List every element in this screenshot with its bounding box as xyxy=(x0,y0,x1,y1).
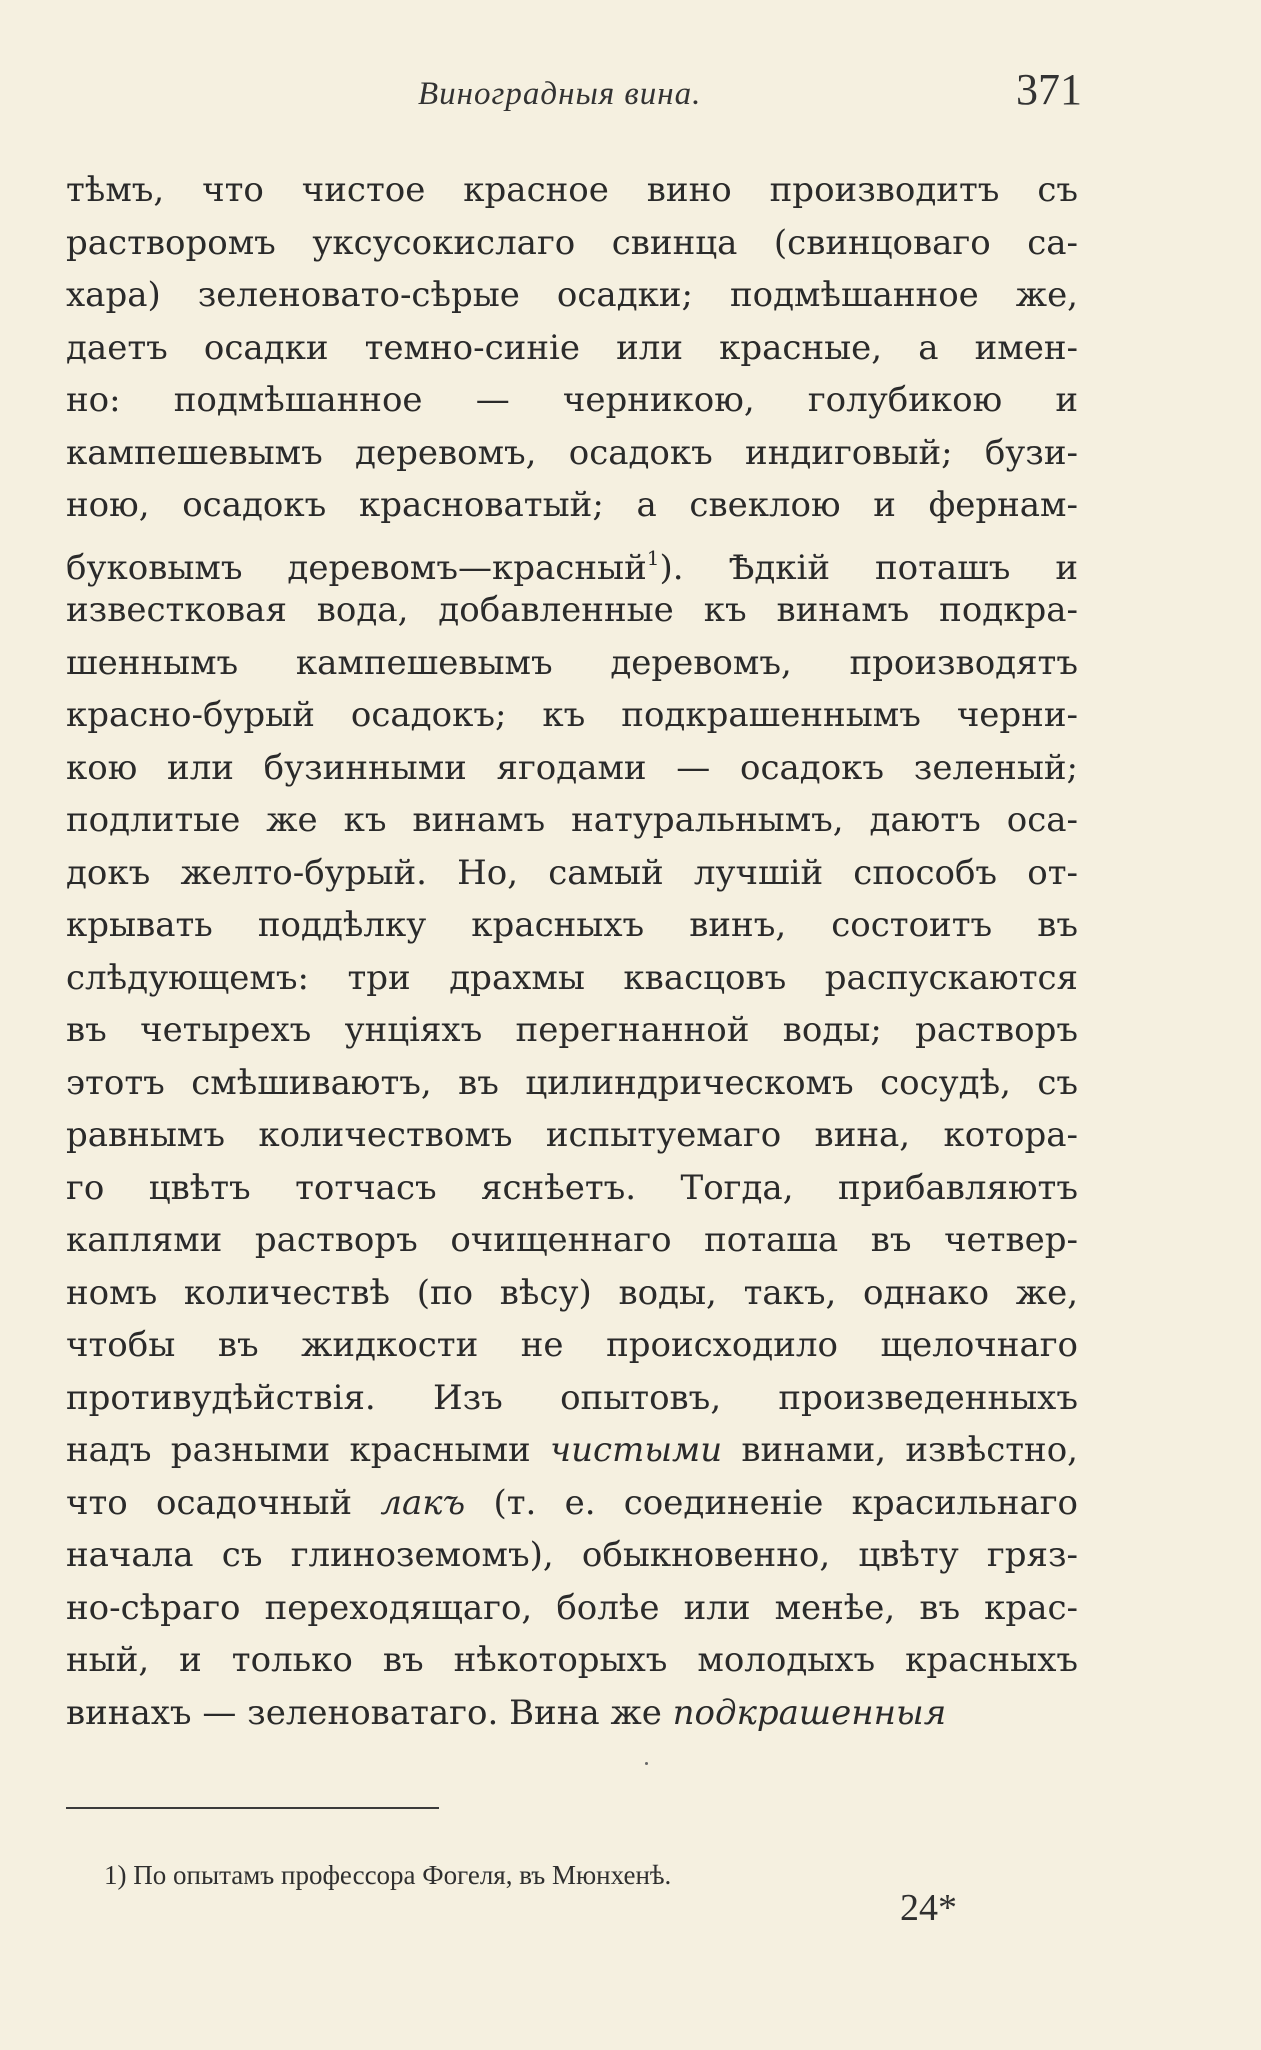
text-line xyxy=(66,689,1078,742)
text-run: чтобы въ жидкости не происходило щелочнаго xyxy=(66,1325,1078,1365)
text-run: противудѣйствія. Изъ опытовъ, произведенныхъ xyxy=(66,1377,1078,1418)
text-run: буковымъ деревомъ—красный xyxy=(66,547,647,588)
text-line xyxy=(66,742,1078,795)
text-run: хара) зеленовато-сѣрые осадки; подмѣшанное же, xyxy=(66,275,1078,315)
text-line xyxy=(66,794,1078,847)
text-line xyxy=(66,637,1078,690)
text-line xyxy=(66,427,1078,480)
text-line xyxy=(66,322,1078,375)
page-number: 371 xyxy=(1016,65,1082,114)
text-run: ). Ѣдкій поташъ и xyxy=(659,547,1078,588)
text-run: даетъ осадки темно-синіе или красные, а имен- xyxy=(66,327,1078,368)
text-line xyxy=(66,899,1078,952)
text-run: въ четырехъ унціяхъ перегнанной воды; растворъ xyxy=(66,1010,1078,1050)
text-run: шеннымъ кампешевымъ деревомъ, производятъ xyxy=(66,642,1078,683)
text-run: го цвѣтъ тотчасъ яснѣетъ. Тогда, прибавляютъ xyxy=(66,1167,1078,1208)
text-line xyxy=(66,1319,1078,1372)
text-line xyxy=(66,1057,1078,1110)
text-run: этотъ смѣшиваютъ, въ цилиндрическомъ сосудѣ, съ xyxy=(66,1062,1078,1103)
italic-text-run: подкрашенныя xyxy=(672,1692,947,1733)
text-run: докъ желто-бурый. Но, самый лучшій способъ от- xyxy=(66,852,1078,893)
italic-text-run: чистыми xyxy=(549,1430,723,1470)
text-line xyxy=(66,1634,1078,1687)
text-run: известковая вода, добавленные къ винамъ подкра- xyxy=(66,590,1078,630)
text-line xyxy=(66,1424,1078,1477)
print-speck xyxy=(645,1762,648,1765)
text-line xyxy=(66,584,1078,637)
italic-text-run: лакъ xyxy=(380,1482,466,1523)
text-run: номъ количествѣ (по вѣсу) воды, такъ, однако же, xyxy=(66,1272,1078,1313)
text-run: кою или бузинными ягодами — осадокъ зеленый; xyxy=(66,747,1078,788)
text-line xyxy=(66,532,1078,588)
text-run: красно-бурый осадокъ; къ подкрашеннымъ черни- xyxy=(66,695,1078,735)
text-line xyxy=(66,1582,1078,1635)
text-line xyxy=(66,164,1078,217)
text-run: растворомъ уксусокислаго свинца (свинцоваго са- xyxy=(66,222,1078,263)
text-run: ною, осадокъ красноватый; а свеклою и фернам- xyxy=(66,485,1078,525)
running-title: Виноградныя вина. xyxy=(418,76,702,112)
text-run: надъ разными красными xyxy=(66,1430,550,1470)
text-run: крывать поддѣлку красныхъ винъ, состоитъ въ xyxy=(66,905,1078,945)
text-run: что осадочный xyxy=(66,1482,381,1523)
text-line xyxy=(66,847,1078,900)
text-line xyxy=(66,479,1078,532)
text-line xyxy=(66,1477,1078,1530)
text-line xyxy=(66,217,1078,270)
text-line xyxy=(66,1162,1078,1215)
text-run: но-сѣраго переходящаго, болѣе или менѣе, въ крас- xyxy=(66,1587,1078,1628)
text-line xyxy=(66,952,1078,1005)
text-run: кампешевымъ деревомъ, осадокъ индиговый; бузи- xyxy=(66,432,1078,473)
text-run: каплями растворъ очищеннаго поташа въ четвер- xyxy=(66,1220,1078,1260)
text-line xyxy=(66,1372,1078,1425)
signature-mark: 24* xyxy=(900,1887,957,1929)
body-text xyxy=(66,164,1078,1739)
text-run: тѣмъ, что чистое красное вино производитъ съ xyxy=(66,170,1078,210)
text-run: винахъ — зеленоватаго. Вина же xyxy=(66,1692,673,1733)
text-line xyxy=(66,1267,1078,1320)
text-run: ный, и только въ нѣкоторыхъ молодыхъ красныхъ xyxy=(66,1640,1078,1680)
text-run: (т. е. соединеніе красильнаго xyxy=(465,1482,1078,1523)
text-line xyxy=(66,269,1078,322)
text-run: равнымъ количествомъ испытуемаго вина, котора- xyxy=(66,1115,1078,1155)
text-run: подлитые же къ винамъ натуральнымъ, даютъ оса- xyxy=(66,800,1078,840)
text-run: слѣдующемъ: три драхмы квасцовъ распускаются xyxy=(66,957,1078,998)
text-line xyxy=(66,374,1078,427)
text-run: но: подмѣшанное — черникою, голубикою и xyxy=(66,380,1078,420)
text-line xyxy=(66,1214,1078,1267)
text-line xyxy=(66,1529,1078,1582)
footnote-rule xyxy=(66,1807,439,1809)
text-run: винами, извѣстно, xyxy=(722,1430,1078,1470)
text-line xyxy=(66,1004,1078,1057)
text-run: начала съ глиноземомъ), обыкновенно, цвѣту гряз- xyxy=(66,1535,1078,1575)
text-line xyxy=(66,1109,1078,1162)
footnote-reference: 1 xyxy=(646,545,660,570)
text-line xyxy=(66,1687,1078,1740)
footnote: 1) По опытамъ профессора Фогеля, въ Мюнхенѣ. xyxy=(104,1860,672,1890)
